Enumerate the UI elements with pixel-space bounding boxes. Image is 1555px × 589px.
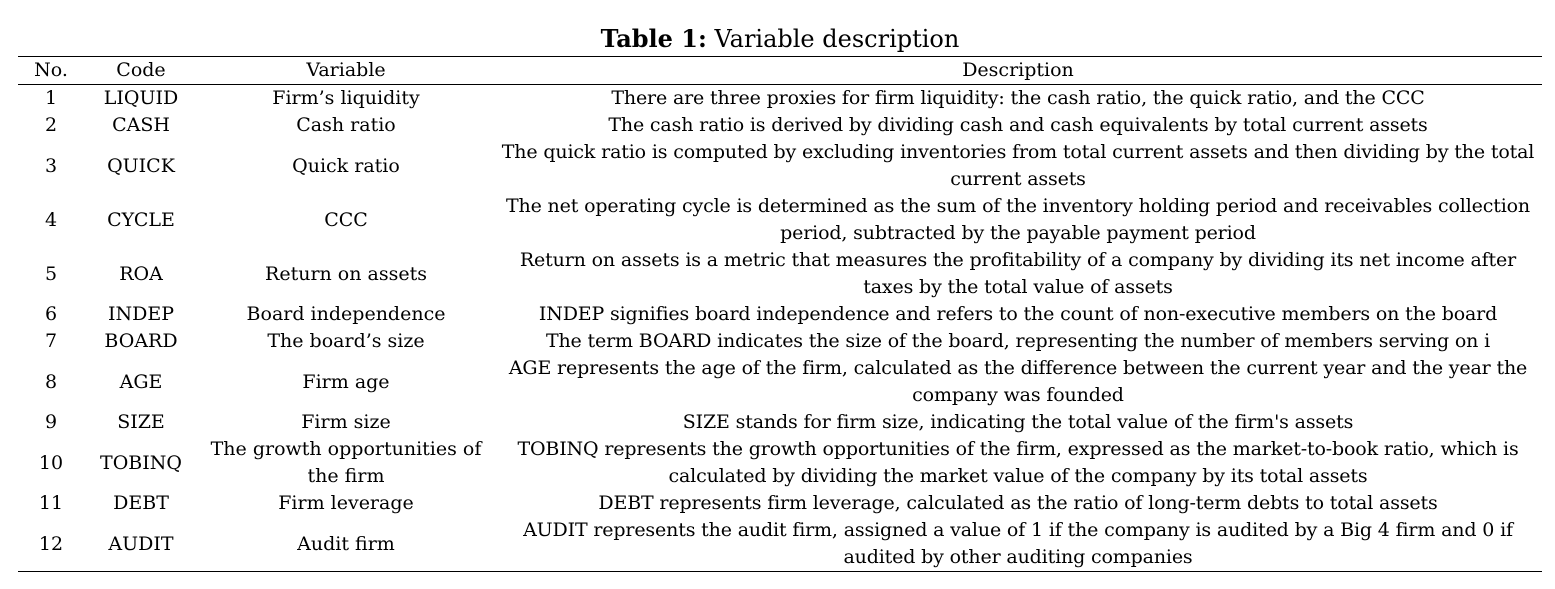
header-description: Description <box>962 59 1074 81</box>
cell-code: SIZE <box>117 411 165 433</box>
table-row <box>18 409 1542 436</box>
variable-description-table <box>18 56 1542 572</box>
header-code: Code <box>116 59 166 81</box>
cell-variable: Cash ratio <box>296 114 396 136</box>
cell-description: The cash ratio is derived by dividing cash and cash equivalents by total current assets <box>608 114 1428 136</box>
table-header-row <box>18 57 1542 85</box>
cell-variable: Firm’s liquidity <box>272 87 420 109</box>
cell-no: 4 <box>44 208 58 231</box>
header-variable: Variable <box>306 59 386 81</box>
cell-code: AGE <box>119 370 163 393</box>
cell-description: SIZE stands for firm size, indicating the total value of the firm's assets <box>682 411 1354 433</box>
cell-code: ROA <box>119 262 163 285</box>
cell-no: 5 <box>44 262 58 285</box>
cell-variable: Firm size <box>301 411 391 433</box>
table-row <box>18 436 1542 490</box>
cell-no: 11 <box>38 492 64 514</box>
cell-variable: The growth opportunities of the firm <box>210 438 482 487</box>
cell-description: There are three proxies for firm liquidity: the cash ratio, the quick ratio, and the CCC <box>611 87 1425 109</box>
cell-description: Return on assets is a metric that measures the profitability of a company by dividing its net income after taxes by the total value of assets <box>519 249 1517 298</box>
table-row <box>18 139 1542 193</box>
cell-variable: The board’s size <box>267 330 425 352</box>
cell-code: CYCLE <box>107 208 175 231</box>
cell-no: 3 <box>44 154 58 177</box>
cell-code: TOBINQ <box>100 451 182 474</box>
cell-no: 10 <box>38 451 64 474</box>
cell-description: AGE represents the age of the firm, calculated as the difference between the current year and the year the company was founded <box>508 357 1528 406</box>
cell-code: AUDIT <box>108 532 174 555</box>
cell-variable: Board independence <box>246 303 446 325</box>
cell-no: 6 <box>44 303 58 325</box>
table-row <box>18 355 1542 409</box>
table-row <box>18 193 1542 247</box>
table-row <box>18 517 1542 572</box>
table-row <box>18 301 1542 328</box>
cell-no: 8 <box>44 370 58 393</box>
cell-code: DEBT <box>113 492 169 514</box>
cell-no: 2 <box>44 114 58 136</box>
table-row <box>18 247 1542 301</box>
cell-description: The term BOARD indicates the size of the board, representing the number of members serving on i <box>545 330 1491 352</box>
cell-description: INDEP signifies board independence and refers to the count of non-executive members on the board <box>538 303 1498 325</box>
table-row <box>18 112 1542 139</box>
cell-code: QUICK <box>107 154 175 177</box>
cell-variable: CCC <box>324 208 368 231</box>
cell-variable: Quick ratio <box>292 154 400 177</box>
cell-no: 1 <box>44 87 58 109</box>
cell-code: CASH <box>112 114 170 136</box>
cell-variable: Audit firm <box>297 532 395 555</box>
cell-no: 7 <box>44 330 58 352</box>
cell-variable: Firm age <box>302 370 390 393</box>
cell-description: TOBINQ represents the growth opportunities of the firm, expressed as the market-to-book ratio, which is calculated by dividing the market value of the company by its total assets <box>517 438 1519 487</box>
cell-code: BOARD <box>104 330 178 352</box>
cell-description: The net operating cycle is determined as the sum of the inventory holding period and receivables collection period, subtracted by the payable payment period <box>505 195 1531 244</box>
cell-description: AUDIT represents the audit firm, assigned a value of 1 if the company is audited by a Big 4 firm and 0 if audited by other auditing companies <box>523 519 1513 568</box>
table-caption-text: Variable description <box>714 25 960 53</box>
table-row <box>18 85 1542 113</box>
cell-variable: Firm leverage <box>278 492 414 514</box>
cell-variable: Return on assets <box>265 262 427 285</box>
header-no: No. <box>34 59 68 81</box>
cell-no: 9 <box>44 411 58 433</box>
table-caption <box>0 22 1555 56</box>
table-row <box>18 490 1542 517</box>
cell-description: DEBT represents firm leverage, calculated as the ratio of long-term debts to total assets <box>598 492 1438 514</box>
cell-no: 12 <box>38 532 64 555</box>
cell-code: INDEP <box>107 303 175 325</box>
table-caption-label: Table 1: <box>600 24 707 53</box>
cell-description: The quick ratio is computed by excluding inventories from total current assets and then dividing by the total current assets <box>501 141 1535 190</box>
cell-code: LIQUID <box>103 87 179 109</box>
table-row <box>18 328 1542 355</box>
